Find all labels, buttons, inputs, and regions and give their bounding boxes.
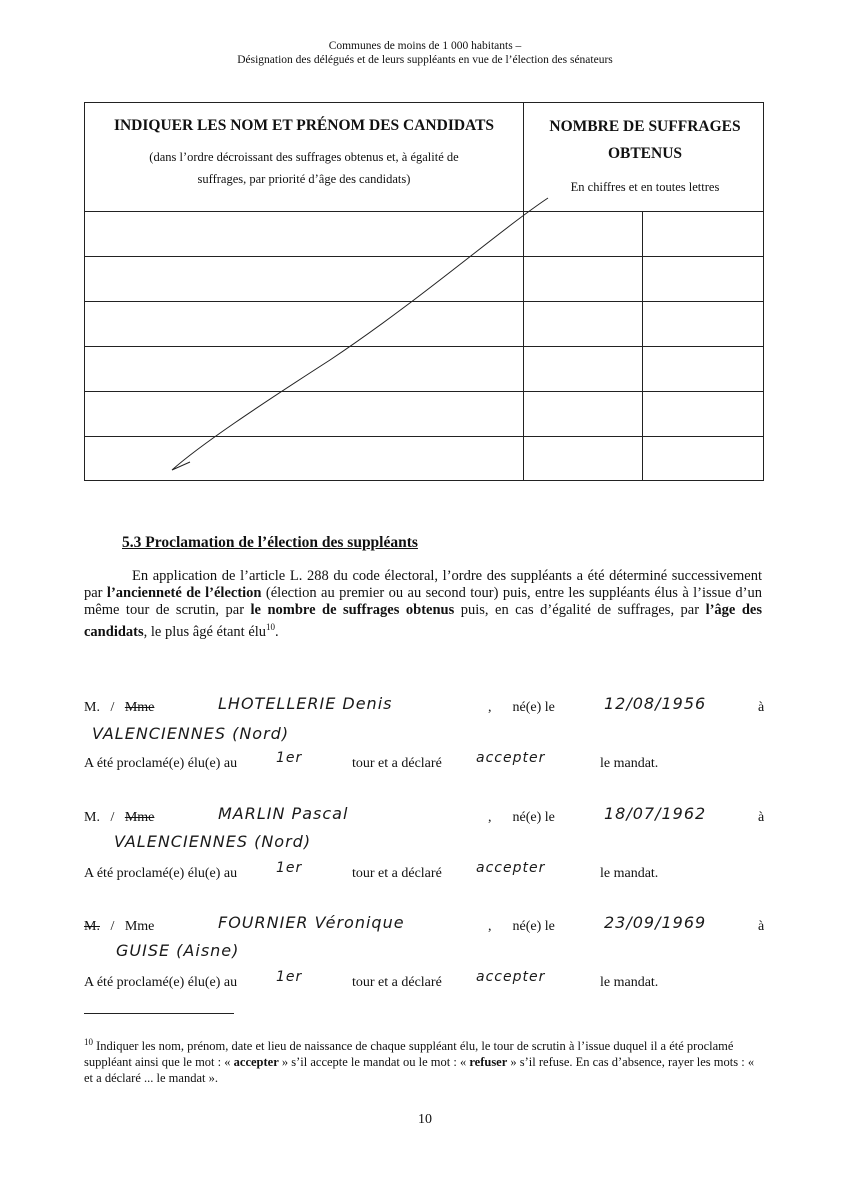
entry-1-declared: accepter [476, 750, 546, 766]
entry-1-proclaime: A été proclamé(e) élu(e) au [84, 756, 238, 771]
section-paragraph: En application de l’article L. 288 du code électoral, l’ordre des suppléants a été déterminé successivement par l’ancienneté de l’élection (élection au premier ou au second tour) puis, entre les suppléants élus à l’issue d’un même tour de scrutin, par le nombre de suffrages obtenus puis, en cas d’égalité de suffrages, par l’âge des candidats, le plus âgé étant élu$^{10}$. [84, 568, 762, 640]
entry-2-place: VALENCIENNES (Nord) [114, 832, 312, 851]
entry-1-nee-label: , né(e) le [488, 700, 555, 715]
entry-3-line-1: M. / Mme [84, 919, 155, 934]
entry-2-declared: accepter [476, 860, 546, 876]
entry-3-nee-label: , né(e) le [488, 919, 555, 934]
entry-3-tour: 1er [276, 969, 303, 985]
page-number: 10 [418, 1112, 432, 1127]
entry-1-tour: 1er [276, 750, 303, 766]
entry-1-dob: 12/08/1956 [604, 694, 707, 713]
entry-3-declared: accepter [476, 969, 546, 985]
entry-1-mandat: le mandat. [600, 756, 659, 771]
header-line-2: Désignation des délégués et de leurs suppléants en vue de l’élection des sénateurs [237, 54, 613, 66]
entry-3-tour-label: tour et a déclaré [352, 975, 442, 990]
entry-1-name: LHOTELLERIE Denis [218, 694, 393, 713]
entry-3-dob: 23/09/1969 [604, 913, 707, 932]
entry-2-a-label: à [758, 810, 765, 825]
header-line-1: Communes de moins de 1 000 habitants – [328, 40, 522, 52]
footnote-rule [84, 1013, 234, 1014]
entry-2-mandat: le mandat. [600, 866, 659, 881]
entry-2-tour: 1er [276, 860, 303, 876]
entry-1-tour-label: tour et a déclaré [352, 756, 442, 771]
entry-3-name: FOURNIER Véronique [218, 913, 405, 932]
section-title: 5.3 Proclamation de l’élection des suppléants [122, 534, 418, 551]
footnote: $^{10}$ Indiquer les nom, prénom, date et lieu de naissance de chaque suppléant élu, le tour de scrutin à l’issue duquel il a été proclamé suppléant ainsi que le mot : « accepter » s’il accepte le mandat ou le mot : « refuser » s’il refuse. En cas d’absence, rayer les mots : « et a déclaré ... le mandat ». [84, 1037, 755, 1086]
entry-3-place: GUISE (Aisne) [116, 941, 240, 960]
table-left-title: INDIQUER LES NOM ET PRÉNOM DES CANDIDATS [113, 117, 495, 134]
table-left-subtitle: (dans l’ordre décroissant des suffrages obtenus et, à égalité de suffrages, par priorité d’âge des candidats) [149, 150, 459, 186]
entry-2-dob: 18/07/1962 [604, 804, 707, 823]
entry-1-place: VALENCIENNES (Nord) [92, 724, 290, 743]
entry-3-mandat: le mandat. [600, 975, 659, 990]
entry-1-line-1: M. / Mme [84, 700, 155, 715]
entry-1-a-label: à [758, 700, 765, 715]
entry-2-proclaime: A été proclamé(e) élu(e) au [84, 866, 238, 881]
entry-2-nee-label: , né(e) le [488, 810, 555, 825]
entry-3-a-label: à [758, 919, 765, 934]
entry-2-line-1: M. / Mme [84, 810, 155, 825]
table-right-title: NOMBRE DE SUFFRAGES OBTENUS [549, 118, 741, 162]
entry-2-tour-label: tour et a déclaré [352, 866, 442, 881]
entry-3-proclaime: A été proclamé(e) élu(e) au [84, 975, 238, 990]
table-right-subtitle: En chiffres et en toutes lettres [570, 180, 720, 194]
entry-2-name: MARLIN Pascal [218, 804, 349, 823]
